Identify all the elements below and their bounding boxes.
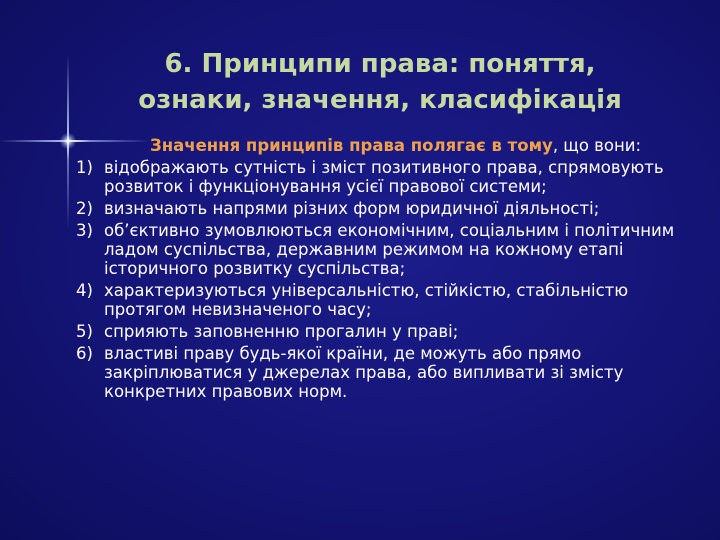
slide-title-line-2: ознаки, значення, класифікація	[138, 85, 622, 115]
list-item	[70, 344, 700, 401]
list-item	[70, 281, 700, 319]
list-item	[70, 158, 700, 196]
list-item-number: 6)	[76, 344, 93, 363]
list-item-text: характеризуються універсальністю, стійкістю, стабільністю протягом невизначеного часу;	[104, 281, 629, 319]
list-item	[70, 322, 700, 341]
list-item-number: 2)	[76, 199, 93, 218]
slide-body	[70, 136, 700, 401]
list-item-text: визначають напрями різних форм юридичної діяльності;	[104, 199, 600, 218]
intro-rest: , що вони:	[552, 136, 642, 155]
list-item-text: об’єктивно зумовлюються економічним, соціальним і політичним ладом суспільства, державним режимом на кожному етапі історичного розвитку суспільства;	[104, 221, 675, 278]
list-item-number: 1)	[76, 158, 93, 177]
intro-highlight: Значення принципів права полягає в тому	[150, 136, 553, 155]
list-item-number: 4)	[76, 281, 93, 300]
list-item-text: відображають сутність і зміст позитивного права, спрямовують розвиток і функціонування усієї правової системи;	[104, 158, 664, 196]
list-item-text: властиві праву будь-якої країни, де можуть або прямо закріплюватися у джерелах права, або випливати зі змісту конкретних правових норм.	[104, 344, 624, 401]
list-item-text: сприяють заповненню прогалин у праві;	[104, 322, 459, 341]
list-item	[70, 221, 700, 278]
list-item	[70, 199, 700, 218]
slide-title-line-1: 6. Принципи права: поняття,	[164, 49, 596, 79]
list-item-number: 5)	[76, 322, 93, 341]
intro-paragraph	[70, 136, 700, 155]
principles-list	[70, 158, 700, 401]
slide-title	[70, 46, 690, 118]
list-item-number: 3)	[76, 221, 93, 240]
